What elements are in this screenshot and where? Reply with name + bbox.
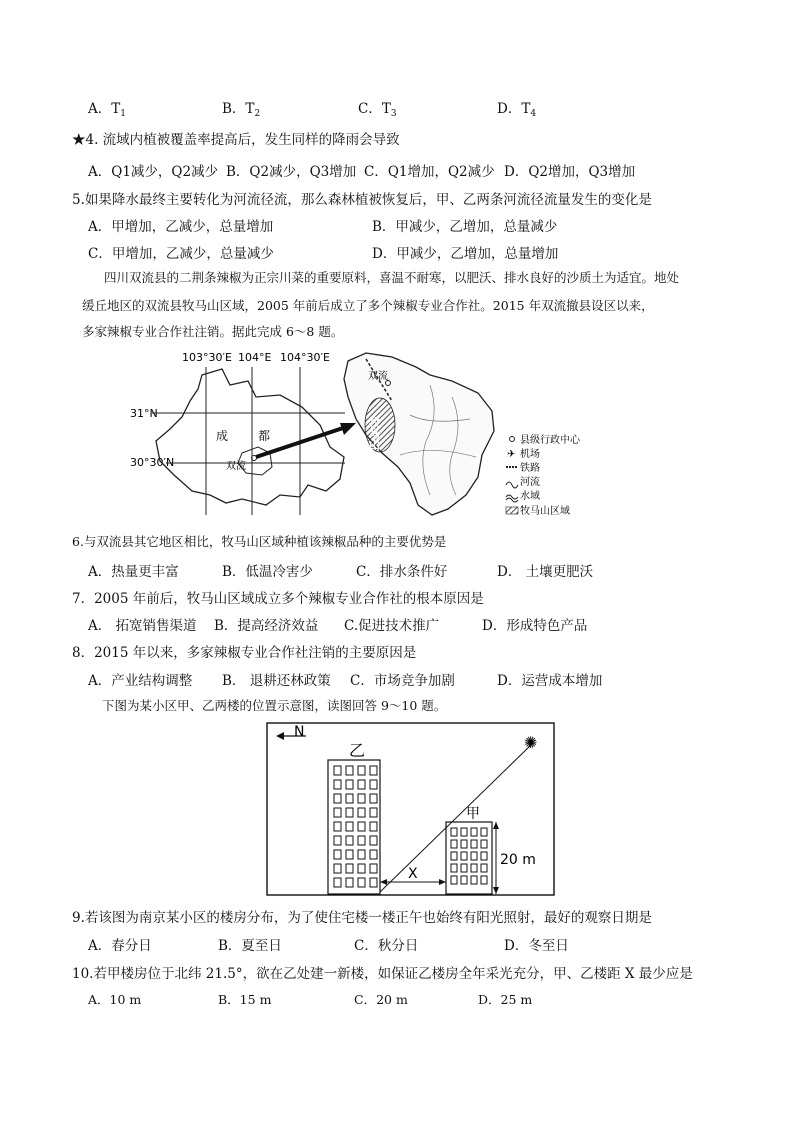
window [471,876,477,884]
q6-option-b: B．低温冷害少 [222,564,313,580]
river-icon [506,482,518,488]
q7-stem: 7．2005 年前后，牧马山区域成立多个辣椒专业合作社的根本原因是 [72,591,484,607]
distance-label: X [408,866,418,882]
lat-label-2: 30°30′N [130,456,175,469]
window [346,850,353,859]
q5-stem: 5.如果降水最终主要转化为河流径流，那么森林植被恢复后，甲、乙两条河流径流量发生的变化是 [72,192,652,208]
q7-option-c: C.促进技术推广 [344,618,440,634]
lon-label-2: 104°E [238,351,272,364]
window [334,822,341,831]
q10-stem: 10.若甲楼房位于北纬 21.5°，欲在乙处建一新楼，如保证乙楼房全年采光充分，甲、乙楼距 X 最少应是 [72,966,693,982]
window [370,822,377,831]
q6-option-c: C．排水条件好 [356,564,448,580]
q8-option-b: B． 退耕还林政策 [222,673,331,689]
legend-admin-center: 县级行政中心 [520,435,580,446]
window [451,828,457,836]
window [346,794,353,803]
q9-option-a: A．春分日 [88,938,152,954]
window [334,808,341,817]
lon-label-3: 104°30′E [280,351,330,364]
window [334,794,341,803]
q10-option-a: A．10 m [88,992,142,1007]
q3-option-a: A．$T_1$ [88,101,126,119]
pointer-arrowhead [340,423,356,435]
height-label: 20 m [500,852,536,868]
admin-center-icon [510,437,515,442]
window [334,766,341,775]
city-char-2: 都 [258,429,271,443]
window [358,878,365,887]
q4-stem: ★4. 流域内植被覆盖率提高后，发生同样的降雨会导致 [72,132,400,148]
q5-option-d: D．甲减少，乙增加，总量增加 [372,246,559,262]
mumashan-icon [506,507,518,514]
graticule [152,367,345,515]
window [370,766,377,775]
window [346,878,353,887]
location-map [130,345,620,525]
window [451,876,457,884]
q6-option-a: A．热量更丰富 [88,564,179,580]
window [461,864,467,872]
q4-option-c: C．Q1增加，Q2减少 [364,164,495,180]
window [481,840,487,848]
window [451,852,457,860]
building-a-windows [451,828,487,884]
building-b-label: 乙 [349,741,366,760]
window [358,780,365,789]
building-a [446,822,492,894]
q5-option-a: A．甲增加，乙减少，总量增加 [88,219,274,235]
q9-option-d: D．冬至日 [504,938,569,954]
window [358,822,365,831]
window [334,878,341,887]
building-b-windows [334,766,377,887]
city-char-1: 成 [216,429,229,443]
window [370,780,377,789]
window [370,850,377,859]
north-arrowhead [276,732,284,740]
q9-option-c: C．秋分日 [354,938,419,954]
window [358,808,365,817]
sun-ray [380,744,532,892]
q3-option-c: C．$T_3$ [358,101,397,119]
mumashan-label: 牧马山 [367,417,381,450]
window [461,876,467,884]
county-label: 双流 [226,461,246,472]
q4-option-b: B．Q2减少，Q3增加 [226,164,357,180]
window [370,794,377,803]
passage1-line3: 多家辣椒专业合作社注销。据此完成 6～8 题。 [82,324,344,339]
window [451,864,457,872]
passage1-line1: 四川双流县的二荆条辣椒为正宗川菜的重要原料，喜温不耐寒，以肥沃、排水良好的沙质土为适宜。地处 [104,270,680,285]
window [346,766,353,775]
q9-option-b: B．夏至日 [218,938,282,954]
q8-option-c: C．市场竞争加剧 [350,673,455,689]
legend-water: 水域 [520,491,540,502]
window [334,780,341,789]
q6-option-d: D． 土壤更肥沃 [497,564,594,580]
q7-option-a: A． 拓宽销售渠道 [88,618,197,634]
water-icon [506,495,518,502]
window [451,840,457,848]
window [481,876,487,884]
building-a-label: 甲 [466,806,480,822]
distance-arrow-left [380,879,387,885]
window [358,766,365,775]
legend-river: 河流 [520,477,540,488]
passage1-line2: 缓丘地区的双流县牧马山区域，2005 年前后成立了多个辣椒专业合作社。2015 年双流撤县设区以来， [82,298,654,313]
q7-option-b: B．提高经济效益 [214,618,319,634]
q9-stem: 9.若该图为南京某小区的楼房分布，为了使住宅楼一楼正午也始终有阳光照射，最好的观察日期是 [72,910,652,926]
lat-label-1: 31°N [130,407,158,420]
q10-option-b: B．15 m [218,992,272,1007]
window [461,840,467,848]
window [346,822,353,831]
building-diagram [266,722,556,898]
legend-railway: 铁路 [520,463,540,474]
height-arrow-top [493,822,499,829]
window [481,828,487,836]
distance-arrow-right [439,879,446,885]
window [370,808,377,817]
airport-icon: ✈ [507,449,516,460]
q6-stem: 6.与双流县其它地区相比，牧马山区域种植该辣椒品种的主要优势是 [72,534,447,549]
q3-option-d: D．$T_4$ [497,101,537,119]
window [471,828,477,836]
window [471,852,477,860]
sun-icon: ✺ [524,733,538,752]
window [358,850,365,859]
window [346,836,353,845]
window [471,864,477,872]
q4-option-a: A．Q1减少，Q2减少 [88,164,219,180]
window [481,852,487,860]
lon-label-1: 103°30′E [182,351,232,364]
window [358,864,365,873]
window [334,836,341,845]
window [346,864,353,873]
window [370,836,377,845]
q3-option-b: B．$T_2$ [222,101,261,119]
legend-mumashan: 牧马山区域 [520,506,570,517]
q7-option-d: D．形成特色产品 [482,618,588,634]
window [461,852,467,860]
window [481,864,487,872]
height-arrow-bottom [493,887,499,894]
north-label: N [294,724,305,740]
passage2: 下图为某小区甲、乙两楼的位置示意图，读图回答 9～10 题。 [102,698,447,713]
map-legend [506,433,581,517]
inset-county-label: 双流 [368,371,388,382]
q8-option-d: D．运营成本增加 [497,673,603,689]
q8-option-a: A．产业结构调整 [88,673,193,689]
q10-option-d: D．25 m [478,992,533,1007]
legend-airport: 机场 [520,449,540,460]
window [471,840,477,848]
q10-option-c: C．20 m [354,992,408,1007]
window [461,828,467,836]
q5-option-b: B．甲减少，乙增加，总量减少 [372,219,558,235]
q5-option-c: C．甲增加，乙减少，总量减少 [88,246,274,262]
window [358,836,365,845]
q4-option-d: D．Q2增加，Q3增加 [504,164,636,180]
window [370,878,377,887]
window [346,808,353,817]
window [334,850,341,859]
window [346,780,353,789]
q8-stem: 8．2015 年以来，多家辣椒专业合作社注销的主要原因是 [72,645,417,661]
window [370,864,377,873]
window [334,864,341,873]
window [358,794,365,803]
